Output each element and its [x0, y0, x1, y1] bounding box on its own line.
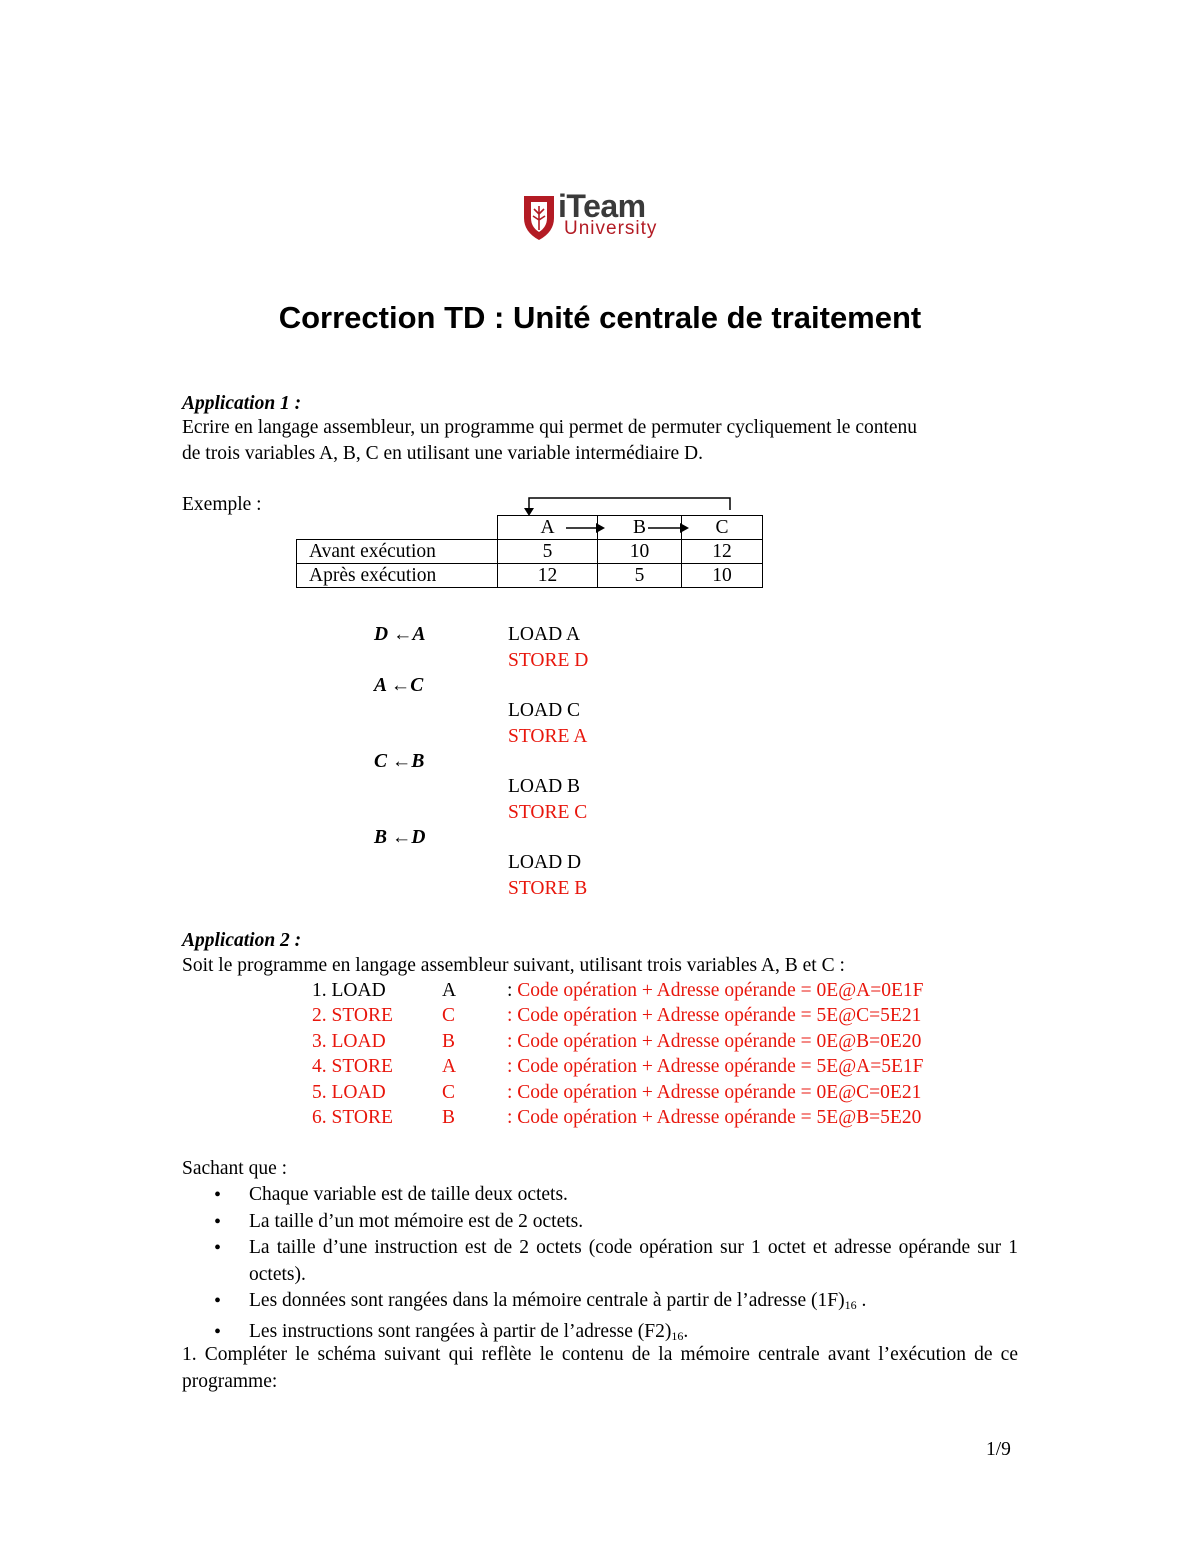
list-item: • Chaque variable est de taille deux octets.: [212, 1182, 1018, 1209]
program-line-2-desc: : Code opération + Adresse opérande = 5E@C=5E21: [507, 1005, 922, 1026]
table-cell: 5: [498, 540, 598, 564]
table-row: [297, 564, 763, 588]
program-line-1-desc-text: Code opération + Adresse opérande = 0E@A=0E1F: [512, 980, 924, 1001]
question-1: 1. Compléter le schéma suivant qui reflète le contenu de la mémoire centrale avant l’exécution de ce programme:: [182, 1344, 1018, 1392]
knowing-label: Sachant que :: [182, 1158, 288, 1179]
fact-4-text: Les données sont rangées dans la mémoire centrale à partir de l’adresse (1F): [249, 1290, 845, 1311]
table-header-c: C: [682, 516, 763, 540]
program-line-6-desc: : Code opération + Adresse opérande = 5E@B=5E20: [507, 1107, 922, 1128]
example-label: Exemple :: [182, 494, 262, 515]
fact-5-text: Les instructions sont rangées à partir de l’adresse (F2): [249, 1320, 672, 1342]
code-load-a: LOAD A: [508, 624, 581, 645]
program-line-3-var: B: [442, 1031, 456, 1052]
table-header-b: B: [598, 516, 682, 540]
program-line-1-op: 1. LOAD: [312, 980, 386, 1001]
row-label: Avant exécution: [297, 540, 498, 564]
code-store-d: STORE D: [508, 650, 589, 671]
assign-a-c: A ←C: [374, 675, 424, 696]
page-title: Correction TD : Unité centrale de traitement: [278, 300, 922, 335]
application-2-heading: Application 2 :: [182, 930, 302, 951]
assign-c-b: C ←B: [374, 751, 425, 772]
table-cell: 10: [682, 564, 763, 588]
fact-5-sub: 16: [671, 1328, 684, 1343]
table-header-row: [297, 516, 763, 540]
page-number: 1/9: [986, 1439, 1011, 1460]
logo-name: iTeam: [558, 188, 646, 224]
list-item: [212, 1288, 1018, 1319]
program-line-1-desc: : Code opération + Adresse opérande = 0E@A=0E1F: [507, 980, 924, 1001]
application-1-heading: Application 1 :: [182, 393, 302, 414]
application-1-text-line-2: de trois variables A, B, C en utilisant une variable intermédiaire D.: [182, 443, 703, 464]
code-store-b: STORE B: [508, 878, 588, 899]
facts-list: [212, 1182, 1018, 1349]
assign-b-d: B ←D: [374, 827, 426, 848]
logo-subtitle: University: [564, 218, 658, 239]
application-1-text-line-1: Ecrire en langage assembleur, un programme qui permet de permuter cycliquement le contenu: [182, 417, 918, 438]
program-line-4-op: 4. STORE: [312, 1056, 393, 1077]
program-line-2-var: C: [442, 1005, 456, 1026]
example-table: [296, 515, 763, 588]
table-corner-cell: [297, 516, 498, 540]
table-cell: 5: [598, 564, 682, 588]
program-line-5-var: C: [442, 1082, 456, 1103]
program-line-5-op: 5. LOAD: [312, 1082, 386, 1103]
program-line-6-op: 6. STORE: [312, 1107, 393, 1128]
fact-4-end: .: [856, 1290, 867, 1311]
program-line-3-desc: : Code opération + Adresse opérande = 0E@B=0E20: [507, 1031, 922, 1052]
program-line-4-var: A: [442, 1056, 457, 1077]
code-load-b: LOAD B: [508, 776, 581, 797]
list-item: • La taille d’un mot mémoire est de 2 octets.: [212, 1209, 1018, 1236]
program-line-3-op: 3. LOAD: [312, 1031, 386, 1052]
assign-d-a: D ←A: [374, 624, 426, 645]
row-label: Après exécution: [297, 564, 498, 588]
code-load-c: LOAD C: [508, 700, 581, 721]
program-line-1-var: A: [442, 980, 457, 1001]
table-cell: 10: [598, 540, 682, 564]
code-store-a: STORE A: [508, 726, 588, 747]
program-line-4-desc: : Code opération + Adresse opérande = 5E@A=5E1F: [507, 1056, 924, 1077]
table-header-a: A: [498, 516, 598, 540]
table-cell: 12: [682, 540, 763, 564]
code-store-c: STORE C: [508, 802, 588, 823]
table-row: [297, 540, 763, 564]
program-line-5-desc: : Code opération + Adresse opérande = 0E@C=0E21: [507, 1082, 922, 1103]
list-item: • La taille d’une instruction est de 2 octets (code opération sur 1 octet et adresse opérande sur 1 octets).: [212, 1235, 1018, 1288]
code-load-d: LOAD D: [508, 852, 582, 873]
program-line-6-var: B: [442, 1107, 456, 1128]
fact-4-sub: 16: [844, 1298, 857, 1312]
fact-5-end: .: [683, 1320, 689, 1342]
program-line-2-op: 2. STORE: [312, 1005, 393, 1026]
application-2-intro: Soit le programme en langage assembleur suivant, utilisant trois variables A, B et C :: [182, 955, 845, 976]
table-cell: 12: [498, 564, 598, 588]
